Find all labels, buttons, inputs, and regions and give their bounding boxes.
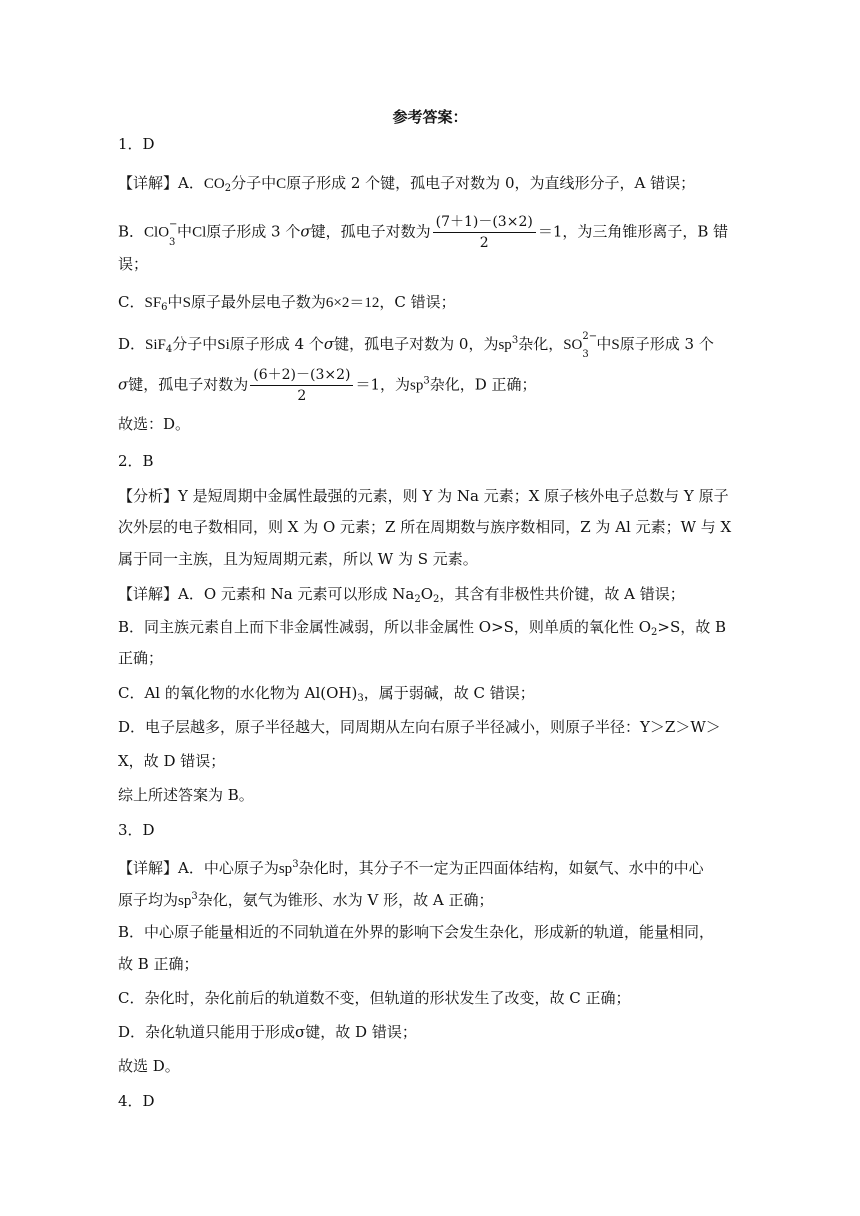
q3-option-a-cont: 原子均为$sp^3$杂化，氨气为锥形、水为 V 形，故 A 正确； <box>118 891 494 909</box>
q2-option-d-cont: X，故 D 错误； <box>118 752 226 770</box>
q2-analysis-1: 【分析】Y 是短周期中金属性最强的元素，则 Y 为 Na 元素；X 原子核外电子总数与 Y 原子 <box>118 487 729 505</box>
q3-option-c: C．杂化时，杂化前后的轨道数不变，但轨道的形状发生了改变，故 C 正确； <box>118 989 631 1007</box>
q1-option-a: 【详解】A．$CO_2$分子中C原子形成 2 个键，孤电子对数为 0，为直线形分子，A 错误； <box>118 174 696 194</box>
q1-option-d: D．SiF$_4$分子中Si原子形成 4 个σ键，孤电子对数为 0，为$sp^3$杂化，SO 3 2− 中S原子形成 3 个 <box>118 331 714 360</box>
q1-option-b-cont: 误； <box>118 255 149 273</box>
q2-option-b: B．同主族元素自上而下非金属性减弱，所以非金属性 O>S，则单质的氧化性 $O_2>S$，故 B <box>118 618 727 638</box>
q1-answer: 1．D <box>118 135 155 153</box>
q2-option-c: C．Al 的氧化物的水化物为 $Al(OH)_3$，属于弱碱，故 C 错误； <box>118 684 535 704</box>
q3-answer: 3．D <box>118 821 155 839</box>
q1-d-fraction: $\frac{(6+2)-(3\times 2)}{2}$ <box>250 365 353 406</box>
q2-conclusion: 综上所述答案为 B。 <box>118 786 254 804</box>
page-title: 参考答案： <box>392 108 468 126</box>
q1-option-d-cont: σ键，孤电子对数为 $\frac{(6+2)-(3\times 2)}{2}$ ＝1，为$sp^3$杂化，D 正确； <box>118 367 537 404</box>
q2-analysis-3: 属于同一主族，且为短周期元素，所以 W 为 S 元素。 <box>118 550 478 568</box>
q1-conclusion: 故选：D。 <box>118 415 191 433</box>
q2-option-b-cont: 正确； <box>118 649 164 667</box>
q2-option-d: D．电子层越多，原子半径越大，同周期从左向右原子半径减小，则原子半径：Y＞Z＞W＞ <box>118 718 721 736</box>
q1-b-fraction: $\frac{(7+1)-(3\times 2)}{2}$ <box>433 212 536 253</box>
q3-conclusion: 故选 D。 <box>118 1057 180 1075</box>
q1-option-b: B．ClO 3 − 中Cl原子形成 3 个σ键，孤电子对数为 $\frac{(7+1)-(3\times 2)}{2}$ ＝1，为三角锥形离子，B 错 <box>118 214 729 251</box>
q3-option-a: 【详解】A．中心原子为$sp^3$杂化时，其分子不一定为正四面体结构，如氨气、水中的中心 <box>118 859 704 877</box>
q2-answer: 2．B <box>118 452 154 470</box>
q3-option-d: D．杂化轨道只能用于形成σ键，故 D 错误； <box>118 1023 417 1041</box>
q2-option-a: 【详解】A．O 元素和 Na 元素可以形成 $Na_2O_2$，其含有非极性共价键，故 A 错误； <box>118 585 685 605</box>
q3-option-b: B．中心原子能量相近的不同轨道在外界的影响下会发生杂化，形成新的轨道，能量相同， <box>118 923 715 941</box>
q3-option-b-cont: 故 B 正确； <box>118 955 199 973</box>
q2-analysis-2: 次外层的电子数相同，则 X 为 O 元素；Z 所在周期数与族序数相同，Z 为 Al 元素；W 与 X <box>118 518 732 536</box>
q1-option-c: C．$SF_6$中S原子最外层电子数为6×2＝12，C 错误； <box>118 293 456 313</box>
q4-answer: 4．D <box>118 1092 155 1110</box>
